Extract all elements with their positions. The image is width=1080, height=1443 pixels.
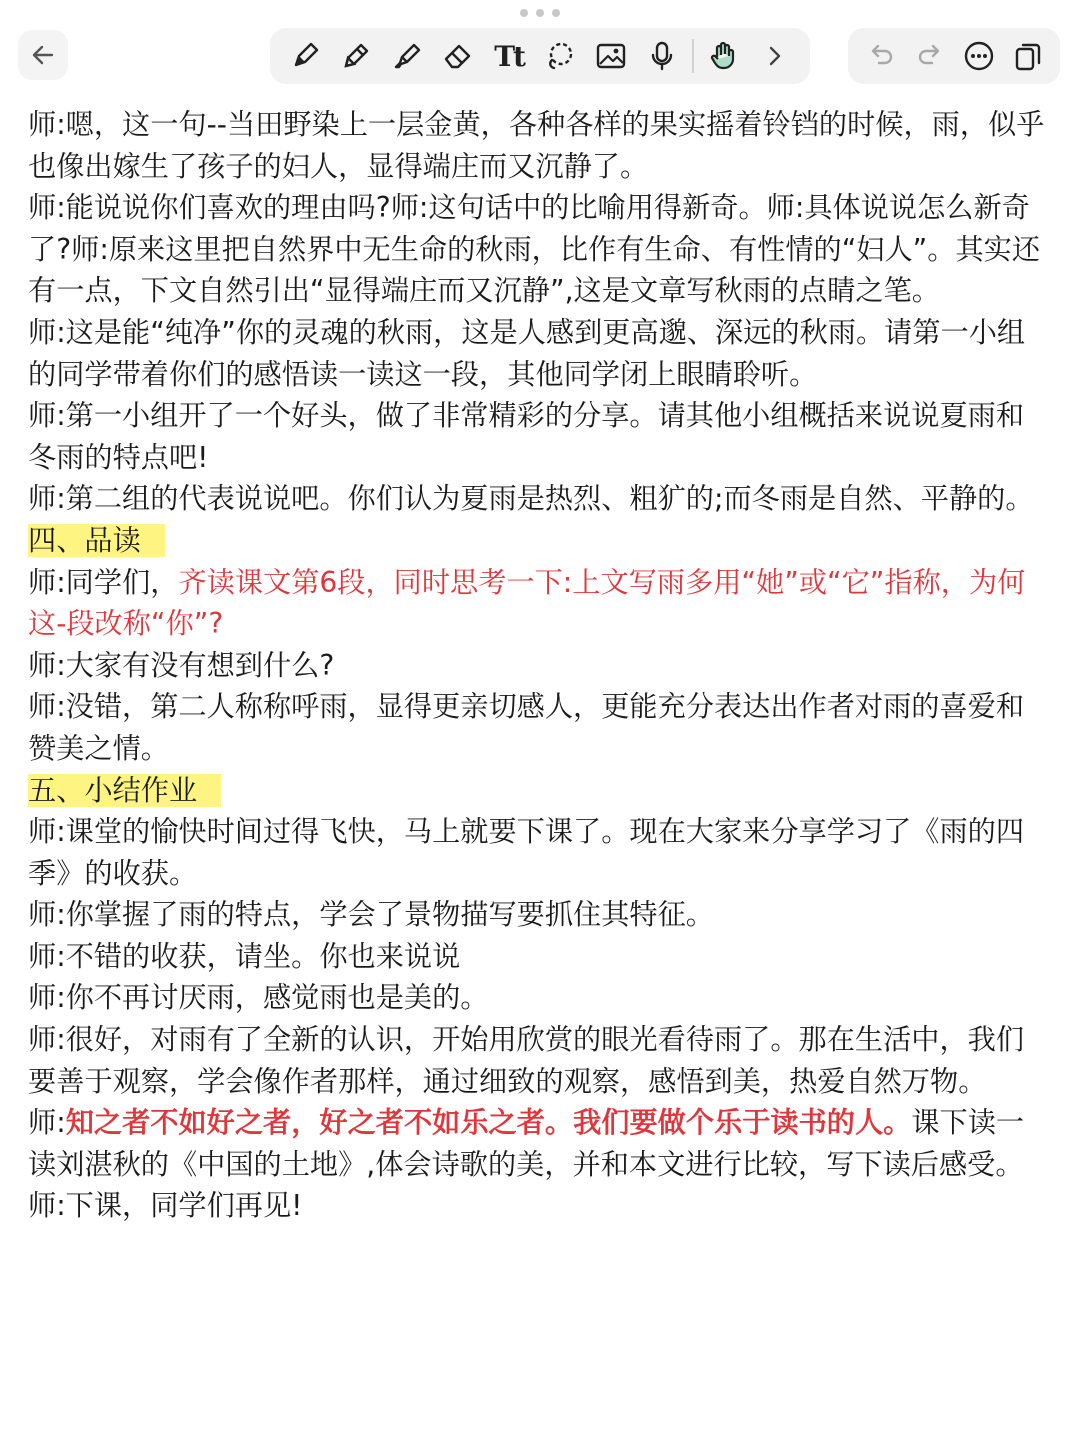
image-tool[interactable] [590, 35, 632, 77]
paragraph: 师:你不再讨厌雨，感觉雨也是美的。 [28, 981, 489, 1015]
section-heading [28, 520, 1052, 562]
redo-icon [913, 39, 947, 73]
text-icon: Tt [494, 39, 524, 73]
paragraph: 师:很好，对雨有了全新的认识，开始用欣赏的眼光看待雨了。那在生活中，我们要善于观察，学会像作者那样，通过细致的观察，感悟到美，热爱自然万物。 [28, 1023, 1025, 1098]
paragraph-prefix: 师:同学们， [28, 565, 179, 599]
section-heading-text: 五、小结作业 [28, 774, 221, 807]
paragraph: 师:没错，第二人称称呼雨，显得更亲切感人，更能充分表达出作者对雨的喜爱和赞美之情。 [28, 690, 1025, 765]
gesture-tool[interactable] [703, 35, 745, 77]
window-grabber[interactable] [520, 8, 560, 18]
note-content[interactable] [28, 104, 1052, 1227]
drawing-toolbar [270, 28, 810, 84]
red-emphasis-text: 齐读课文第6段，同时思考一下:上文写雨多用“她”或“它”指称，为何这-段改称“你”? [28, 565, 1026, 641]
lasso-tool[interactable] [539, 35, 581, 77]
section-heading-text: 四、品读 [28, 524, 165, 557]
document-actions [848, 28, 1060, 84]
undo-icon [864, 39, 898, 73]
red-bold-emphasis-text: 知之者不如好之者，好之者不如乐之者。我们要做个乐于读书的人。 [65, 1106, 912, 1140]
paragraph: 师:嗯，这一句--当田野染上一层金黄，各种各样的果实摇着铃铛的时候，雨，似乎也像出嫁生了孩子的妇人，显得端庄而又沉静了。 [28, 108, 1045, 183]
lasso-icon [543, 39, 577, 73]
paragraph [28, 562, 1052, 645]
highlighter-tool[interactable] [386, 35, 428, 77]
redo-button[interactable] [909, 35, 951, 77]
paragraph: 师:大家有没有想到什么? [28, 648, 335, 682]
more-button[interactable] [958, 35, 1000, 77]
more-icon [962, 39, 996, 73]
highlighter-icon [390, 39, 424, 73]
paragraph: 师:第二组的代表说说吧。你们认为夏雨是热烈、粗犷的;而冬雨是自然、平静的。 [28, 482, 1034, 516]
paragraph-prefix: 师: [28, 1106, 66, 1140]
section-heading [28, 770, 1052, 812]
eraser-tool[interactable] [437, 35, 479, 77]
undo-button[interactable] [860, 35, 902, 77]
pencil-icon [339, 39, 373, 73]
pen-tool[interactable] [284, 35, 326, 77]
text-tool[interactable] [488, 35, 530, 77]
back-button[interactable] [18, 30, 68, 80]
pencil-tool[interactable] [335, 35, 377, 77]
microphone-tool[interactable] [641, 35, 683, 77]
back-arrow-icon [30, 42, 56, 68]
toolbar-divider [692, 39, 694, 73]
paragraph [28, 1102, 1052, 1227]
expand-toolbar-button[interactable] [754, 35, 796, 77]
paragraph: 师:你掌握了雨的特点，学会了景物描写要抓住其特征。 [28, 898, 714, 932]
paragraph-rest: 课下读一读刘湛秋的《中国的土地》,体会诗歌的美，并和本文进行比较，写下读后感受。师:下课，同学们再见! [28, 1106, 1025, 1223]
paragraph: 师:不错的收获，请坐。你也来说说 [28, 939, 461, 973]
paragraph: 师:第一小组开了一个好头，做了非常精彩的分享。请其他小组概括来说说夏雨和冬雨的特点吧! [28, 399, 1025, 474]
pages-icon [1011, 39, 1045, 73]
pages-button[interactable] [1007, 35, 1049, 77]
microphone-icon [645, 39, 679, 73]
pen-icon [288, 39, 322, 73]
image-icon [594, 39, 628, 73]
paragraph: 师:课堂的愉快时间过得飞快，马上就要下课了。现在大家来分享学习了《雨的四季》的收获。 [28, 815, 1025, 890]
gesture-hand-icon [707, 39, 741, 73]
eraser-icon [441, 39, 475, 73]
paragraph: 师:能说说你们喜欢的理由吗?师:这句话中的比喻用得新奇。师:具体说说怎么新奇了?师:原来这里把自然界中无生命的秋雨，比作有生命、有性情的“妇人”。其实还有一点，下文自然引出“显得端庄而又沉静”,这是文章写秋雨的点睛之笔。 [28, 191, 1041, 308]
paragraph: 师:这是能“纯净”你的灵魂的秋雨，这是人感到更高邈、深远的秋雨。请第一小组的同学带着你们的感悟读一读这一段，其他同学闭上眼睛聆听。 [28, 315, 1026, 391]
chevron-right-icon [758, 39, 792, 73]
